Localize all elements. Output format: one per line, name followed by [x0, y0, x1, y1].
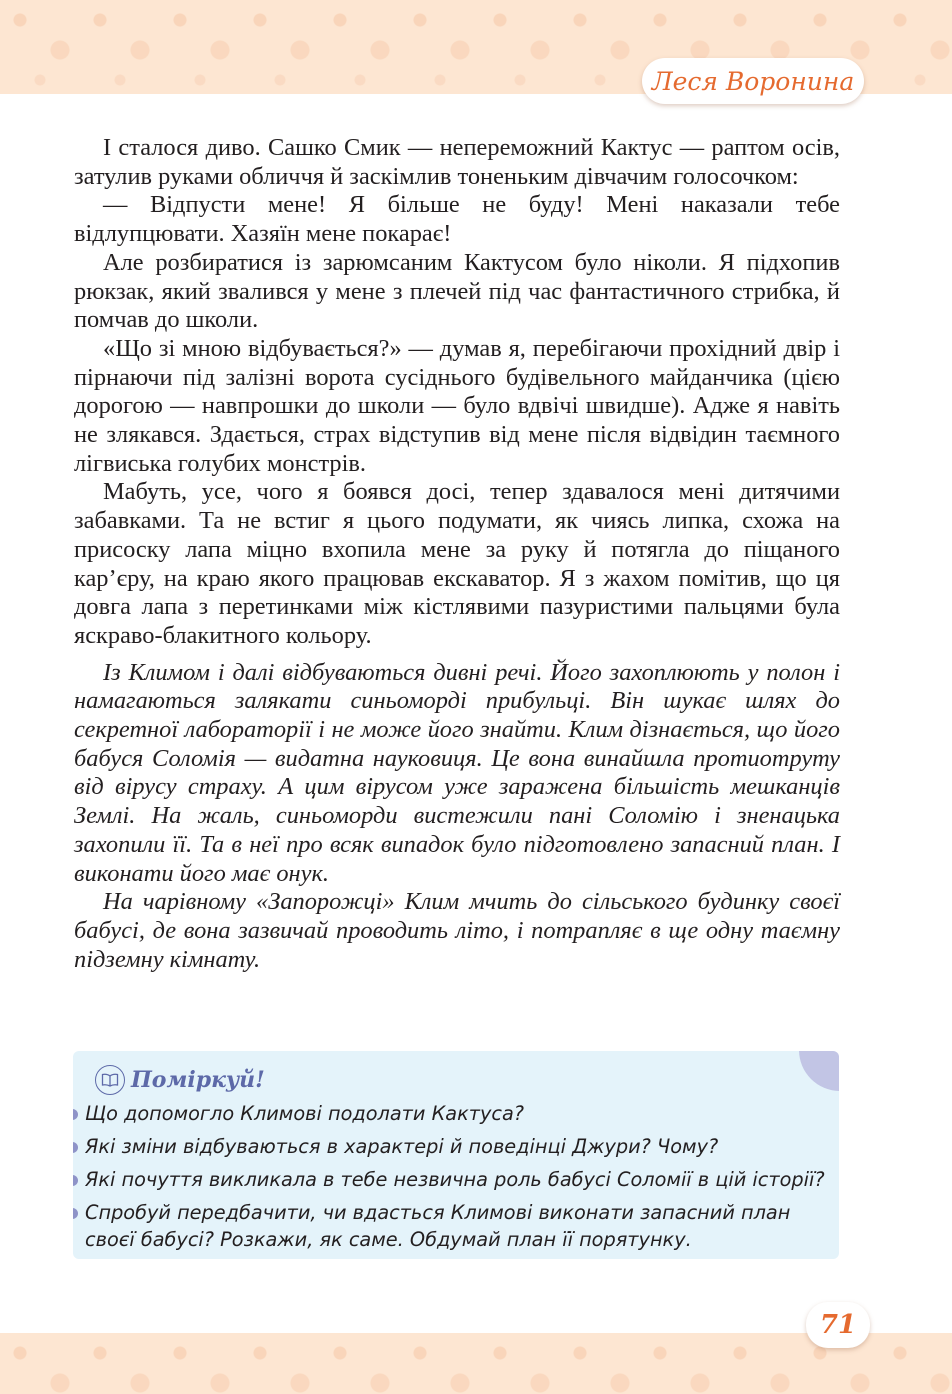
paragraph: І сталося диво. Сашко Смик — непереможний Кактус — раптом осів, затулив руками обличчя й заскімлив тоненьким дівчачим голосочком:	[74, 134, 840, 190]
summary-paragraph: На чарівному «Запорожці» Клим мчить до сільського будинку своєї бабусі, де вона зазвичай проводить літо, і потрапляє в ще одну таємну підземну кімнату.	[74, 888, 840, 973]
bullet-dot	[73, 1175, 78, 1186]
paragraph: Але розбиратися із зарюмсаним Кактусом було ніколи. Я підхопив рюкзак, який звалився у мене з плечей під час фантастичного стрибка, й помчав до школи.	[74, 248, 840, 334]
page-number-tab	[806, 1302, 870, 1348]
question-item	[73, 1199, 839, 1253]
paragraph: — Відпусти мене! Я більше не буду! Мені наказали тебе відлупцювати. Хазяїн мене покарає!	[74, 191, 840, 248]
paragraph: Мабуть, усе, чого я боявся досі, тепер здавалося мені дитячими забавками. Та не встиг я цього подумати, як чиясь липка, схожа на присоску лапа міцно вхопила мене за руку й потягла до піщаного кар’єру, на краю якого працював екскаватор. Я з жахом помітив, що ця довга лапа з перетинками між кістлявими пазуристими пальцями була яскраво-блакитного кольору.	[74, 478, 840, 649]
question-item	[73, 1100, 839, 1127]
bullet-dot	[73, 1208, 78, 1219]
summary-paragraph: Із Климом і далі відбуваються дивні речі. Його захоплюють у полон і намагаються залякати синьоморді прибульці. Він шукає шлях до секретної лабораторії і не може його знайти. Клим дізнається, що його бабуся Соломія — видатна науковиця. Це вона винайшла протиотруту від вірусу страху. А цим вірусом уже заражена більшість мешканців Землі. На жаль, синьоморди вистежили пані Соломію і зненацька захопили її. Та в неї про всяк випадок було підготовлено запасний план. І виконати його має онук.	[74, 658, 840, 887]
main-text	[74, 134, 840, 974]
question-text: Які почуття викликала в тебе незвична роль бабусі Соломії в цій історії?	[85, 1168, 825, 1191]
think-box-header	[95, 1065, 265, 1095]
question-text: Що допомогло Климові подолати Кактуса?	[85, 1102, 525, 1125]
page-number: 71	[819, 1310, 857, 1340]
author-name-tab	[642, 58, 864, 104]
paragraph: «Що зі мною відбувається?» — думав я, перебігаючи прохідний двір і пірнаючи під залізні ворота сусіднього будівельного майданчика (цією дорогою — навпрошки до школи — було вдвічі швидше). Адже я навіть не злякався. Здається, страх відступив від мене після відвідин таємного лігвиська голубих монстрів.	[74, 334, 840, 477]
author-name: Леся Воронина	[651, 66, 855, 96]
corner-decoration	[799, 1051, 839, 1091]
think-box-title: Поміркуй!	[131, 1067, 265, 1093]
question-list	[73, 1100, 839, 1259]
bottom-decorative-band	[0, 1333, 952, 1394]
bullet-dot	[73, 1142, 78, 1153]
question-item	[73, 1166, 839, 1193]
question-item	[73, 1133, 839, 1160]
question-text: Спробуй передбачити, чи вдасться Климові виконати запасний план своєї бабусі? Розкажи, як саме. Обдумай план її порятунку.	[85, 1201, 791, 1251]
open-book-icon	[95, 1065, 125, 1095]
question-text: Які зміни відбуваються в характері й поведінці Джури? Чому?	[85, 1135, 719, 1158]
bullet-dot	[73, 1109, 78, 1120]
think-box	[73, 1051, 839, 1259]
